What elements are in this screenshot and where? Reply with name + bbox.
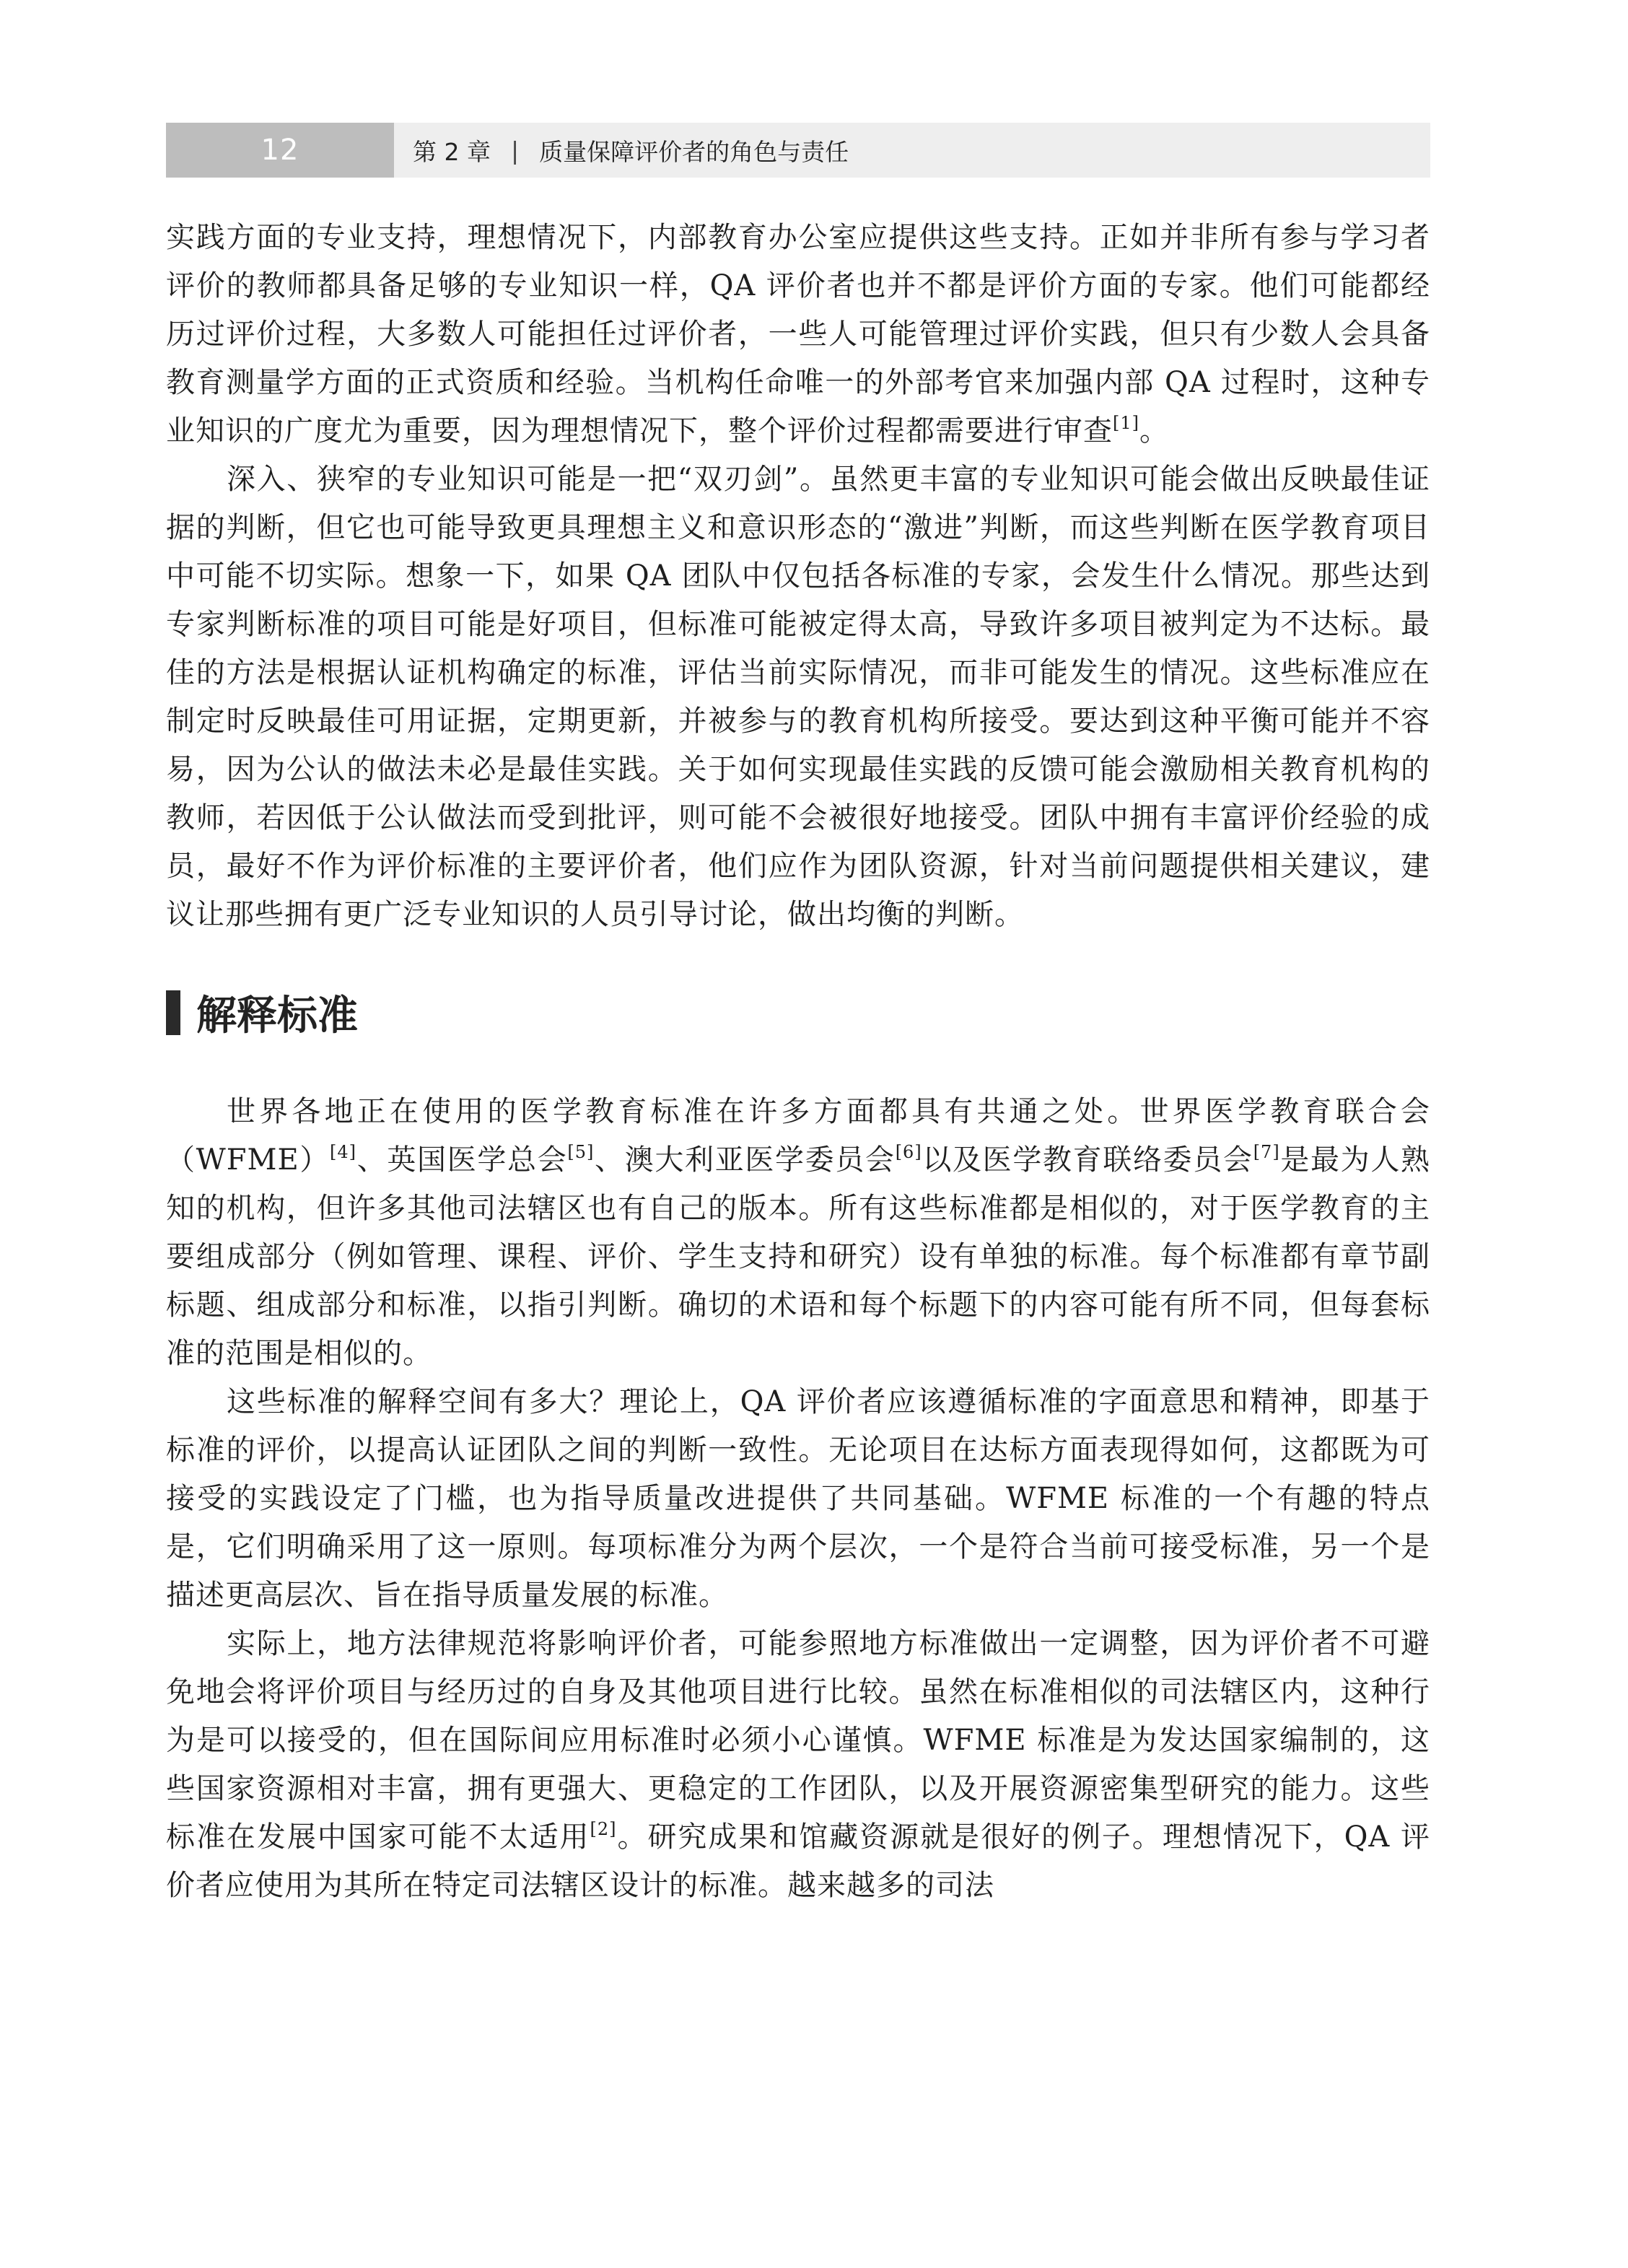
- header-separator: |: [510, 136, 520, 165]
- chapter-title: 质量保障评价者的角色与责任: [539, 137, 849, 166]
- paragraph-text: 世界各地正在使用的医学教育标准在许多方面都具有共通之处。世界医学教育联合会（WFME）: [166, 1095, 1430, 1177]
- paragraph-text: 以及医学教育联络委员会: [922, 1143, 1253, 1177]
- page-body: [166, 214, 1430, 1910]
- paragraph-2: [166, 455, 1430, 939]
- paragraph-text: 这些标准的解释空间有多大？理论上，QA 评价者应该遵循标准的字面意思和精神，即基于标准的评价，以提高认证团队之间的判断一致性。无论项目在达标方面表现得如何，这都既为可接受的实践设定了门槛，也为指导质量改进提供了共同基础。WFME 标准的一个有趣的特点是，它们明确采用了这一原则。每项标准分为两个层次，一个是符合当前可接受标准，另一个是描述更高层次、旨在指导质量发展的标准。: [166, 1385, 1430, 1612]
- paragraph-text: 实际上，地方法律规范将影响评价者，可能参照地方标准做出一定调整，因为评价者不可避免地会将评价项目与经历过的自身及其他项目进行比较。虽然在标准相似的司法辖区内，这种行为是可以接受的，但在国际间应用标准时必须小心谨慎。WFME 标准是为发达国家编制的，这些国家资源相对丰富，拥有更强大、更稳定的工作团队，以及开展资源密集型研究的能力。这些标准在发展中国家可能不太适用: [166, 1627, 1430, 1854]
- citation-ref[interactable]: [6]: [895, 1142, 922, 1162]
- citation-ref[interactable]: [1]: [1113, 413, 1139, 433]
- paragraph-text: 实践方面的专业支持，理想情况下，内部教育办公室应提供这些支持。正如并非所有参与学习者评价的教师都具备足够的专业知识一样，QA 评价者也并不都是评价方面的专家。他们可能都经历过评价过程，大多数人可能担任过评价者，一些人可能管理过评价实践，但只有少数人会具备教育测量学方面的正式资质和经验。当机构任命唯一的外部考官来加强内部 QA 过程时，这种专业知识的广度尤为重要，因为理想情况下，整个评价过程都需要进行审查: [166, 221, 1430, 448]
- paragraph-3: [166, 1088, 1430, 1378]
- chapter-label: 第 2 章: [413, 137, 491, 166]
- paragraph-5: [166, 1620, 1430, 1910]
- paragraph-text: 、英国医学总会: [356, 1143, 568, 1177]
- paragraph-text: 是最为人熟知的机构，但许多其他司法辖区也有自己的版本。所有这些标准都是相似的，对于医学教育的主要组成部分（例如管理、课程、评价、学生支持和研究）设有单独的标准。每个标准都有章节副标题、组成部分和标准，以指引判断。确切的术语和每个标题下的内容可能有所不同，但每套标准的范围是相似的。: [166, 1143, 1431, 1370]
- paragraph-1: [166, 214, 1430, 455]
- paragraph-text: 、澳大利亚医学委员会: [594, 1143, 896, 1177]
- page-number: 12: [166, 123, 394, 178]
- running-header: [166, 123, 1430, 178]
- paragraph-text: 深入、狭窄的专业知识可能是一把“双刃剑”。虽然更丰富的专业知识可能会做出反映最佳证据的判断，但它也可能导致更具理想主义和意识形态的“激进”判断，而这些判断在医学教育项目中可能不切实际。想象一下，如果 QA 团队中仅包括各标准的专家，会发生什么情况。那些达到专家判断标准的项目可能是好项目，但标准可能被定得太高，导致许多项目被判定为不达标。最佳的方法是根据认证机构确定的标准，评估当前实际情况，而非可能发生的情况。这些标准应在制定时反映最佳可用证据，定期更新，并被参与的教育机构所接受。要达到这种平衡可能并不容易，因为公认的做法未必是最佳实践。关于如何实现最佳实践的反馈可能会激励相关教育机构的教师，若因低于公认做法而受到批评，则可能不会被很好地接受。团队中拥有丰富评价经验的成员，最好不作为评价标准的主要评价者，他们应作为团队资源，针对当前问题提供相关建议，建议让那些拥有更广泛专业知识的人员引导讨论，做出均衡的判断。: [166, 463, 1430, 931]
- citation-ref[interactable]: [4]: [330, 1142, 357, 1162]
- citation-ref[interactable]: [5]: [567, 1142, 595, 1162]
- paragraph-tail: 。: [1139, 414, 1169, 448]
- citation-ref[interactable]: [2]: [590, 1819, 617, 1839]
- section-marker: [166, 990, 180, 1035]
- paragraph-4: [166, 1378, 1430, 1620]
- section-heading: [166, 982, 1430, 1043]
- chapter-heading: [394, 123, 1430, 178]
- section-title: 解释标准: [196, 993, 358, 1039]
- paragraph-text: 。研究成果和馆藏资源就是很好的例子。理想情况下，QA 评价者应使用为其所在特定司法辖区设计的标准。越来越多的司法: [166, 1820, 1430, 1902]
- citation-ref[interactable]: [7]: [1253, 1142, 1280, 1162]
